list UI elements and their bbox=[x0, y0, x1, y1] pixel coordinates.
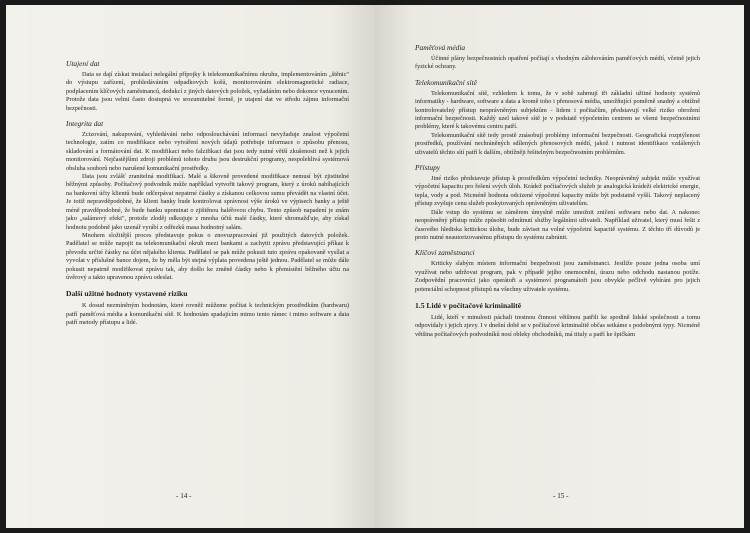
section-heading: 1.5 Lidé v počítačové kriminalitě bbox=[415, 300, 522, 310]
section-heading: Integrita dat bbox=[66, 119, 104, 129]
section-heading: Další užitné hodnoty vystavené riziku bbox=[66, 289, 188, 299]
paragraph: Kriticky slabým místem informační bezpečnosti jsou zaměstnanci. Jestliže pouze jedna osoba umí využívat nebo udržovat program, pak v případě jejího onemocnění, úrazu nebo odchodu nastanou potíže. Zodpovědní pracovníci jako operátoři a systémoví programátoři jsou obvykle pečlivě vybíráni pro jejich potenciální schopnost přístupů na všechny uživatele systému. bbox=[415, 260, 700, 293]
paragraph: Mnohem složitější proces představuje pokus o znovuzpracování již použitých datových položek. Padělatel se může napojit na telekomunikační okruh mezi bankami a zachytit zprávu představující příkaz k převodu určité částky na účet nějakého klienta. Padělatel se pak může pokusit tuto zprávu opakovaně vysílat a vyvolat v příslušné bance dojem, že by měla být stejná výplata provedena ještě jednou. Padělatel se může dále pokusit nepatrně modifikovat zprávu tak, aby došlo ke změně částky nebo k přemístění běžného účtu na úvěrový a takto upravenou zprávu odeslat. bbox=[66, 231, 349, 281]
paragraph: Telekomunikační sítě, vzhledem k tomu, že v sobě zahrnují tři základní užitné hodnoty systémů informatiky - hardware, software a data a kromě toho i přenosová média, umožňující poměrně snadný a obtížně kontrolovatelný přístup neoprávněným subjektům - lidem i počítačům, představují velké riziko ohrožení informační bezpečnosti. Každý uzel takové sítě je v podstatě výpočetním centrem se všemi bezpečnostními problémy, které k takovému centru patří. bbox=[415, 89, 700, 131]
book-spread bbox=[6, 5, 744, 528]
paragraph: Lidé, kteří v minulosti páchali trestnou činnost většinou patřili ke spodině lidské společnosti a tomu odpovídaly i jejich zjevy. I v dnešní době se v počítačové kriminalitě občas setkáme s podobnými typy. Nicméně většina počítačových podvodníků nosí obleky obchodníků, má tituly a patří ke špičkám bbox=[415, 313, 700, 338]
paragraph: Dále vstup do systému se záměrem úmyslně může umožnit zničení softwaru nebo dat. A nakonec neoprávněný přístup může způsobit odmítnutí služby legálními uživateli. Například uživatel, který musí řešit z časového hlediska kritickou úlohu, bude záviset na volné výpočetní kapacitě systému. Z těchto tří důvodů je proto nutné neautorizovanému přístupu do systému zabránit. bbox=[415, 208, 700, 241]
paragraph: K dosud nezmíněným hodnotám, které rovněž můžeme počítat k technickým prostředkům (hardwaru) patří paměťová média a komunikační sítě. K hodnotám spadajícím mimo tento rámec i mimo software a data patří metody přístupu a lidé. bbox=[66, 302, 349, 327]
page-number: - 15 - bbox=[553, 492, 569, 500]
section-heading: Klíčoví zaměstnanci bbox=[415, 248, 475, 258]
section-heading: Utajení dat bbox=[66, 59, 100, 68]
page-number: - 14 - bbox=[176, 492, 192, 500]
paragraph: Jiné riziko představuje přístup k prostředkům výpočetní techniky. Neoprávněný subjekt může využívat výpočetní kapacitu pro řešení svých úloh. Krádež počítačových služeb je analogická krádeži elektrické energie, tepla, vody a pod. Nicméně hodnota odcizené výpočetní kapacity může být podstatně vyšší. Takový neplacený přístup zvyšuje cenu služeb poskytovaných oprávněným uživatelům. bbox=[415, 175, 700, 208]
section-heading: Telekomunikační sítě bbox=[415, 77, 477, 87]
section-heading: Přístupy bbox=[415, 163, 441, 173]
paragraph: Telekomunikační sítě tedy prostě znásobují problémy informační bezpečnosti. Geografická rozptýlenost prostředků, používání nechráněných sdílených přenosových médií, jakož i nutnost identifikace vzdálených uživatelů těchto sítí patří k dalším, obtížněji řešitelným bezpečnostním problémům. bbox=[415, 131, 700, 156]
paragraph: Zcizování, nakupování, vyhledávání nebo odposlouchávání informací nevyžaduje znalost výpočetní technologie, zatím co modifikace nebo vytváření nových údajů potřebuje informace o způsobu přenosu, skladování a formátování dat. K modifikaci nebo falzifikaci dat jsou tedy nutné větší zkušenosti než k jejich monitorování. Nejčastějšími zdroji problémů tohoto druhu jsou destrukční programy, nespolehlivá systémová obsluha souborů nebo narušené komunikační prostředky. bbox=[66, 131, 349, 172]
right-page bbox=[375, 5, 744, 528]
left-page bbox=[6, 5, 375, 528]
paragraph: Účinné plány bezpečnostních opatření počítají s vhodným zálohováním paměťových médií, včetně jejich fyzické ochrany. bbox=[415, 55, 700, 71]
paragraph: Data jsou zvlášť zranitelná modifikací. Malé a šikovně provedené modifikace nemusí být zjistitelné běžnými způsoby. Počítačový podvodník může například vytvořit takový program, který z úroků nabíhajících na bankovní účty klientů bude odčerpávat nepatrné částky a získanou celkovou sumu převádět na vlastní účet. Je totiž nepravděpodobné, že klient banky bude kontrolovat správnost výše úroků ve výpisech banky a ještě méně pravděpodobné, že bude banku upominat o zjištěnou haléřovou chybu. Tento způsob napadení je znám jako „salámový efekt", protože zloděj odkrajuje z mnoha účtů malé částky, které shromažďuje, aby získal hodnotu podobně jako uzenář vyrábí z odřezků masa hodnotný salám. bbox=[66, 173, 349, 231]
section-heading: Paměťová média bbox=[415, 43, 466, 52]
paragraph: Data se dají získat instalací nelegální přípojky k telekomunikačnímu okruhu, implementováním „štěnic" do výstupu zařízení, prohledáváním odpadkových košů, monitorováním elektromagnetické radiace, podplacením klíčových zaměstnanců, dedukcí z jiných datových položek, vyžadáním nebo dokonce vynucením. Protože data jsou velmi často dostupná ve srozumitelné formě, je utajení dat ve středu zájmu informační bezpečnosti. bbox=[66, 71, 349, 112]
